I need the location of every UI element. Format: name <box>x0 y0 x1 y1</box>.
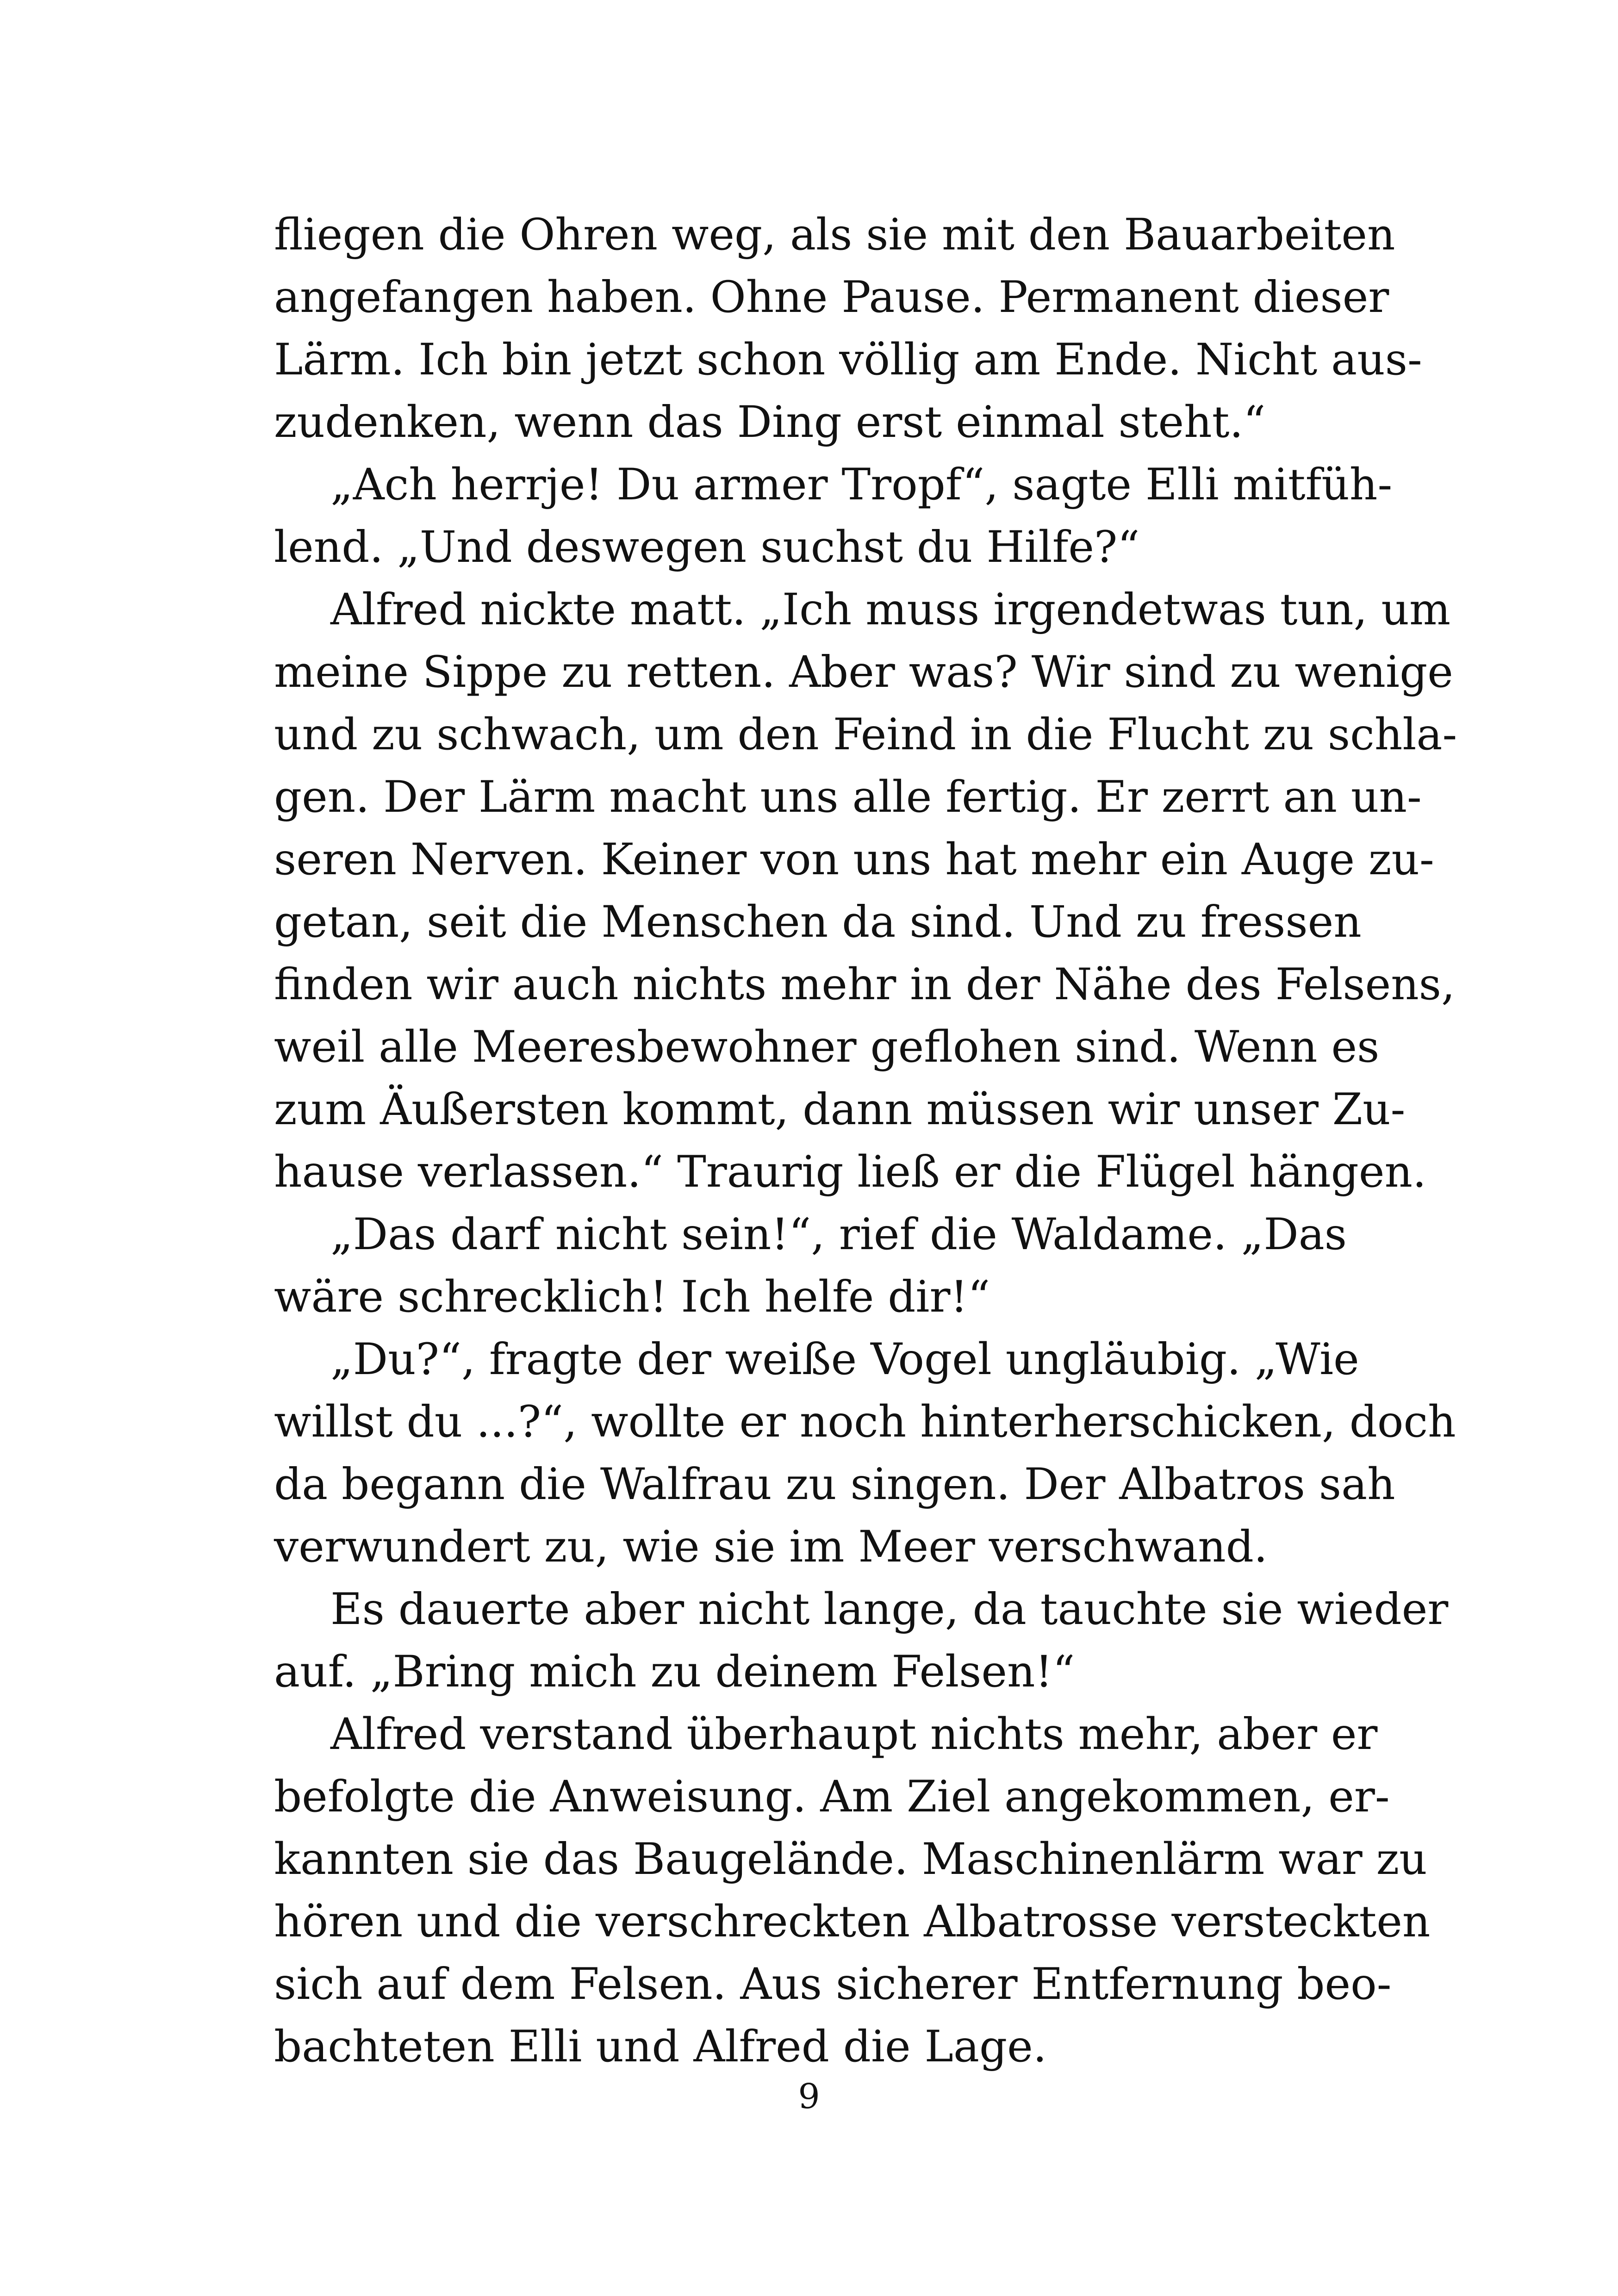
text-line: hause verlassen.“ Traurig ließ er die Flügel hängen. <box>274 1147 1426 1197</box>
text-line: angefangen haben. Ohne Pause. Permanent dieser <box>274 272 1389 323</box>
text-line: und zu schwach, um den Feind in die Flucht zu schla- <box>274 709 1457 760</box>
text-line: meine Sippe zu retten. Aber was? Wir sind zu wenige <box>274 647 1453 697</box>
text-line: „Das darf nicht sein!“, rief die Waldame. „Das <box>330 1209 1347 1260</box>
text-line: Es dauerte aber nicht lange, da tauchte sie wieder <box>330 1584 1449 1635</box>
text-line: da begann die Walfrau zu singen. Der Albatros sah <box>274 1459 1395 1510</box>
text-line: zudenken, wenn das Ding erst einmal steht.“ <box>274 397 1266 448</box>
text-line: fliegen die Ohren weg, als sie mit den Bauarbeiten <box>274 210 1395 260</box>
body-text <box>274 204 1457 2078</box>
text-line: „Ach herrje! Du armer Tropf“, sagte Elli mitfüh- <box>330 460 1393 510</box>
text-line: willst du ...?“, wollte er noch hinterherschicken, doch <box>274 1397 1456 1447</box>
text-line: sich auf dem Felsen. Aus sicherer Entfernung beo- <box>274 1959 1392 2010</box>
text-line: bachteten Elli und Alfred die Lage. <box>274 2022 1047 2072</box>
page-number: 9 <box>798 2077 820 2116</box>
text-line: verwundert zu, wie sie im Meer verschwand. <box>274 1522 1268 1572</box>
text-line: hören und die verschreckten Albatrosse versteckten <box>274 1897 1431 1947</box>
text-line: getan, seit die Menschen da sind. Und zu fressen <box>274 897 1362 947</box>
text-line: weil alle Meeresbewohner geflohen sind. Wenn es <box>274 1022 1380 1072</box>
text-line: Alfred verstand überhaupt nichts mehr, aber er <box>330 1709 1378 1760</box>
text-line: gen. Der Lärm macht uns alle fertig. Er zerrt an un- <box>274 772 1422 822</box>
text-line: finden wir auch nichts mehr in der Nähe des Felsens, <box>274 959 1455 1010</box>
text-line: „Du?“, fragte der weiße Vogel ungläubig. „Wie <box>330 1334 1359 1385</box>
text-line: zum Äußersten kommt, dann müssen wir unser Zu- <box>274 1084 1406 1135</box>
text-line: lend. „Und deswegen suchst du Hilfe?“ <box>274 522 1140 572</box>
text-line: auf. „Bring mich zu deinem Felsen!“ <box>274 1647 1075 1697</box>
text-line: kannten sie das Baugelände. Maschinenlärm war zu <box>274 1834 1427 1885</box>
text-line: Alfred nickte matt. „Ich muss irgendetwas tun, um <box>330 585 1451 635</box>
text-line: seren Nerven. Keiner von uns hat mehr ein Auge zu- <box>274 834 1434 885</box>
text-line: befolgte die Anweisung. Am Ziel angekommen, er- <box>274 1772 1390 1822</box>
text-line: wäre schrecklich! Ich helfe dir!“ <box>274 1272 990 1322</box>
text-line: Lärm. Ich bin jetzt schon völlig am Ende. Nicht aus- <box>274 335 1422 385</box>
